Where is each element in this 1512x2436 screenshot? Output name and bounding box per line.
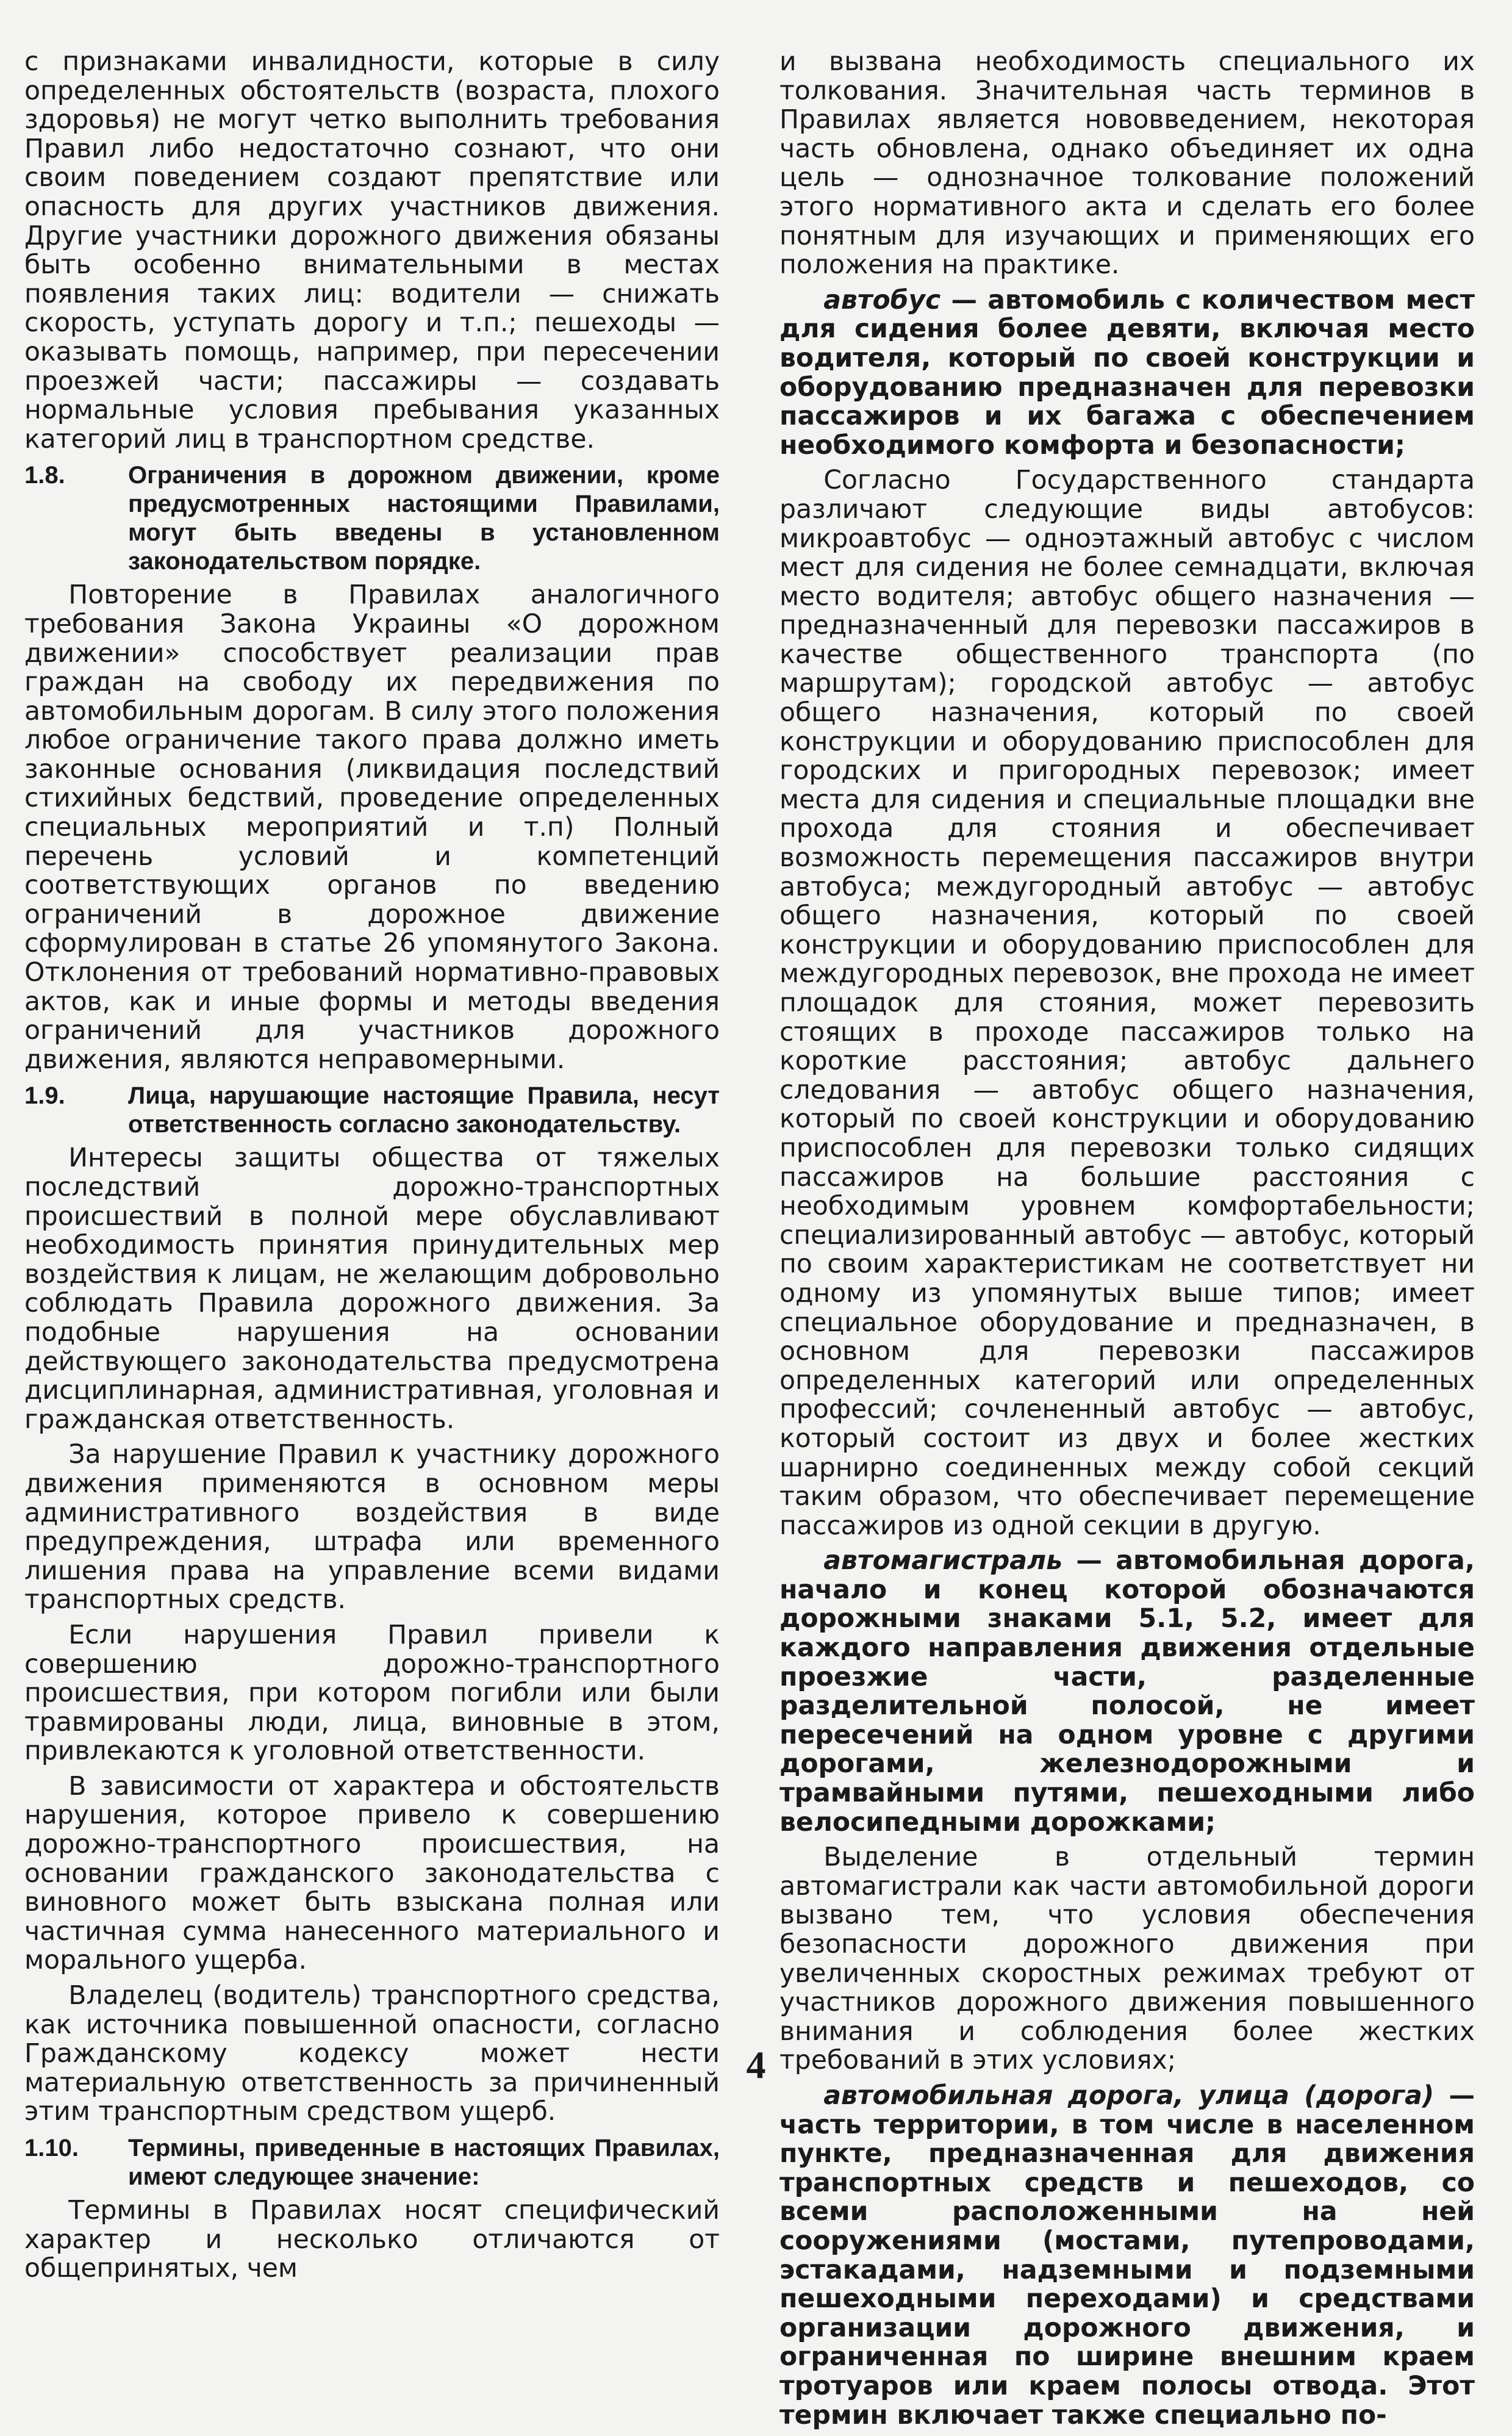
section-number: 1.8. (24, 462, 65, 489)
paragraph: Интересы защиты общества от тяжелых последствий дорожно-транспортных происшествий в полной мере обуславливают необходимость принятия принудительных мер воздействия к лицам, не желающим добровольно соблюдать Правила дорожного движения. За подобные нарушения на основании действующего законодательства предусмотрена дисциплинарная, административная, уголовная и гражданская ответственность. (24, 1143, 720, 1435)
term-word: автомобильная дорога, улица (дорога) (823, 2080, 1435, 2111)
section-1-8 (24, 461, 720, 576)
term-definition-road (779, 2082, 1475, 2430)
paragraph: За нарушение Правил к участнику дорожного движения применяются в основном меры административного воздействия в виде предупреждения, штрафа или временного лишения права на управление всеми видами транспортных средств. (24, 1440, 720, 1615)
paragraph: Если нарушения Правил привели к совершению дорожно-транспортного происшествия, при котором погибли или были травмированы люди, лица, виновные в этом, привлекаются к уголовной ответственности. (24, 1620, 720, 1767)
section-text: Термины, приведенные в настоящих Правилах, имеют следующее значение: (128, 2135, 720, 2190)
paragraph: и вызвана необходимость специального их толкования. Значительная часть терминов в Правилах является нововведением, некоторая часть обновлена, однако объединяет их одна цель — однозначное толкование положений этого нормативного акта и сделать его более понятным для изучающих и применяющих его положения на практике. (779, 47, 1475, 281)
term-text: — часть территории, в том числе в населенном пункте, предназначенная для движения транспортных средств и пешеходов, со всеми расположенными на ней сооружениями (мостами, путепроводами, эстакадами, надземными и подземными пешеходными переходами) и средствами организации дорожного движения, и ограниченная по ширине внешним краем тротуаров или краем полосы отвода. Этот термин включает также специально по- (779, 2080, 1475, 2431)
paragraph: Владелец (водитель) транспортного средства, как источника повышенной опасности, согласно Гражданскому кодексу может нести материальную ответственность за причиненный этим транспортным средством ущерб. (24, 1981, 720, 2127)
section-number: 1.10. (24, 2135, 79, 2161)
section-1-9 (24, 1082, 720, 1139)
term-definition-motorway (779, 1547, 1475, 1837)
term-word: автомагистраль (823, 1546, 1062, 1576)
paragraph: Термины в Правилах носят специфический характер и несколько отличаются от общепринятых, чем (24, 2196, 720, 2284)
paragraph: с признаками инвалидности, которые в силу определенных обстоятельств (возраста, плохого здоровья) не могут четко выполнить требования Правил либо недостаточно сознают, что они своим поведением создают препятствие или опасность для других участников движения. Другие участники дорожного движения обязаны быть особенно внимательными в местах появления таких лиц: водители — снижать скорость, уступать дорогу и т.п.; пешеходы — оказывать помощь, например, при пересечении проезжей части; пассажиры — создавать нормальные условия пребывания указанных категорий лиц в транспортном средстве. (24, 47, 720, 455)
section-text: Ограничения в дорожном движении, кроме предусмотренных настоящими Правилами, могут быть введены в установленном законодательством порядке. (128, 462, 720, 575)
section-text: Лица, нарушающие настоящие Правила, несут ответственность согласно законодательству. (128, 1082, 720, 1138)
page-number: 4 (746, 2043, 766, 2086)
term-text: — автомобиль с количеством мест для сидения более девяти, включая место водителя, который по своей конструкции и оборудованию предназначен для перевозки пассажиров и их багажа с обеспечением необходимого комфорта и безопасности; (779, 285, 1475, 461)
term-definition-bus (779, 286, 1475, 461)
left-column (24, 48, 720, 2290)
paragraph: Повторение в Правилах аналогичного требования Закона Украины «О дорожном движении» способствует реализации прав граждан на свободу их передвижения по автомобильным дорогам. В силу этого положения любое ограничение такого права должно иметь законные основания (ликвидация последствий стихийных бедствий, проведение определенных специальных мероприятий и т.п) Полный перечень условий и компетенций соответствующих органов по введению ограничений в дорожное движение сформулирован в статье 26 упомянутого Закона. Отклонения от требований нормативно-правовых актов, как и иные формы и методы введения ограничений для участников дорожного движения, являются неправомерными. (24, 580, 720, 1075)
section-1-10 (24, 2134, 720, 2191)
section-number: 1.9. (24, 1082, 65, 1110)
paragraph: Выделение в отдельный термин автомагистрали как части автомобильной дороги вызвано тем, что условия обеспечения безопасности дорожного движения при увеличенных скоростных режимах требуют от участников дорожного движения повышенного внимания и соблюдения более жестких требований в этих условиях; (779, 1842, 1475, 2076)
paragraph: В зависимости от характера и обстоятельств нарушения, которое привело к совершению дорожно-транспортного происшествия, на основании гражданского законодательства с виновного может быть взыскана полная или частичная сумма нанесенного материального и морального ущерба. (24, 1771, 720, 1976)
paragraph: Согласно Государственного стандарта различают следующие виды автобусов: микроавтобус — одноэтажный автобус с числом мест для сидения не более семнадцати, включая место водителя; автобус общего назначения — предназначенный для перевозки пассажиров в качестве общественного транспорта (по маршрутам); городской автобус — автобус общего назначения, который по своей конструкции и оборудованию приспособлен для городских и пригородных перевозок; имеет места для сидения и специальные площадки вне прохода для стояния и обеспечивает возможность перемещения пассажиров внутри автобуса; междугородный автобус — автобус общего назначения, который по своей конструкции и оборудованию приспособлен для междугородных перевозок, вне прохода не имеет площадок для стояния, может перевозить стоящих в проходе пассажиров только на короткие расстояния; автобус дальнего следования — автобус общего назначения, который по своей конструкции и оборудованию приспособлен для перевозки только сидящих пассажиров на большие расстояния с необходимым уровнем комфортабельности; специализированный автобус — автобус, который по своим характеристикам не соответствует ни одному из упомянутых выше типов; имеет специальное оборудование и предназначен, в основном для перевозки пассажиров определенных категорий или определенных профессий; сочлененный автобус — автобус, который состоит из двух и более жестких шарнирно соединенных между собой секций таким образом, что обеспечивает перемещение пассажиров из одной секции в другую. (779, 465, 1475, 1541)
term-text: — автомобильная дорога, начало и конец которой обозначаются дорожными знаками 5.1, 5.2, имеет для каждого направления движения отдельные проезжие части, разделенные разделительной полосой, не имеет пересечений на одном уровне с другими дорогами, железнодорожными и трамвайными путями, пешеходными либо велосипедными дорожками; (779, 1546, 1475, 1838)
term-word: автобус (823, 285, 941, 315)
